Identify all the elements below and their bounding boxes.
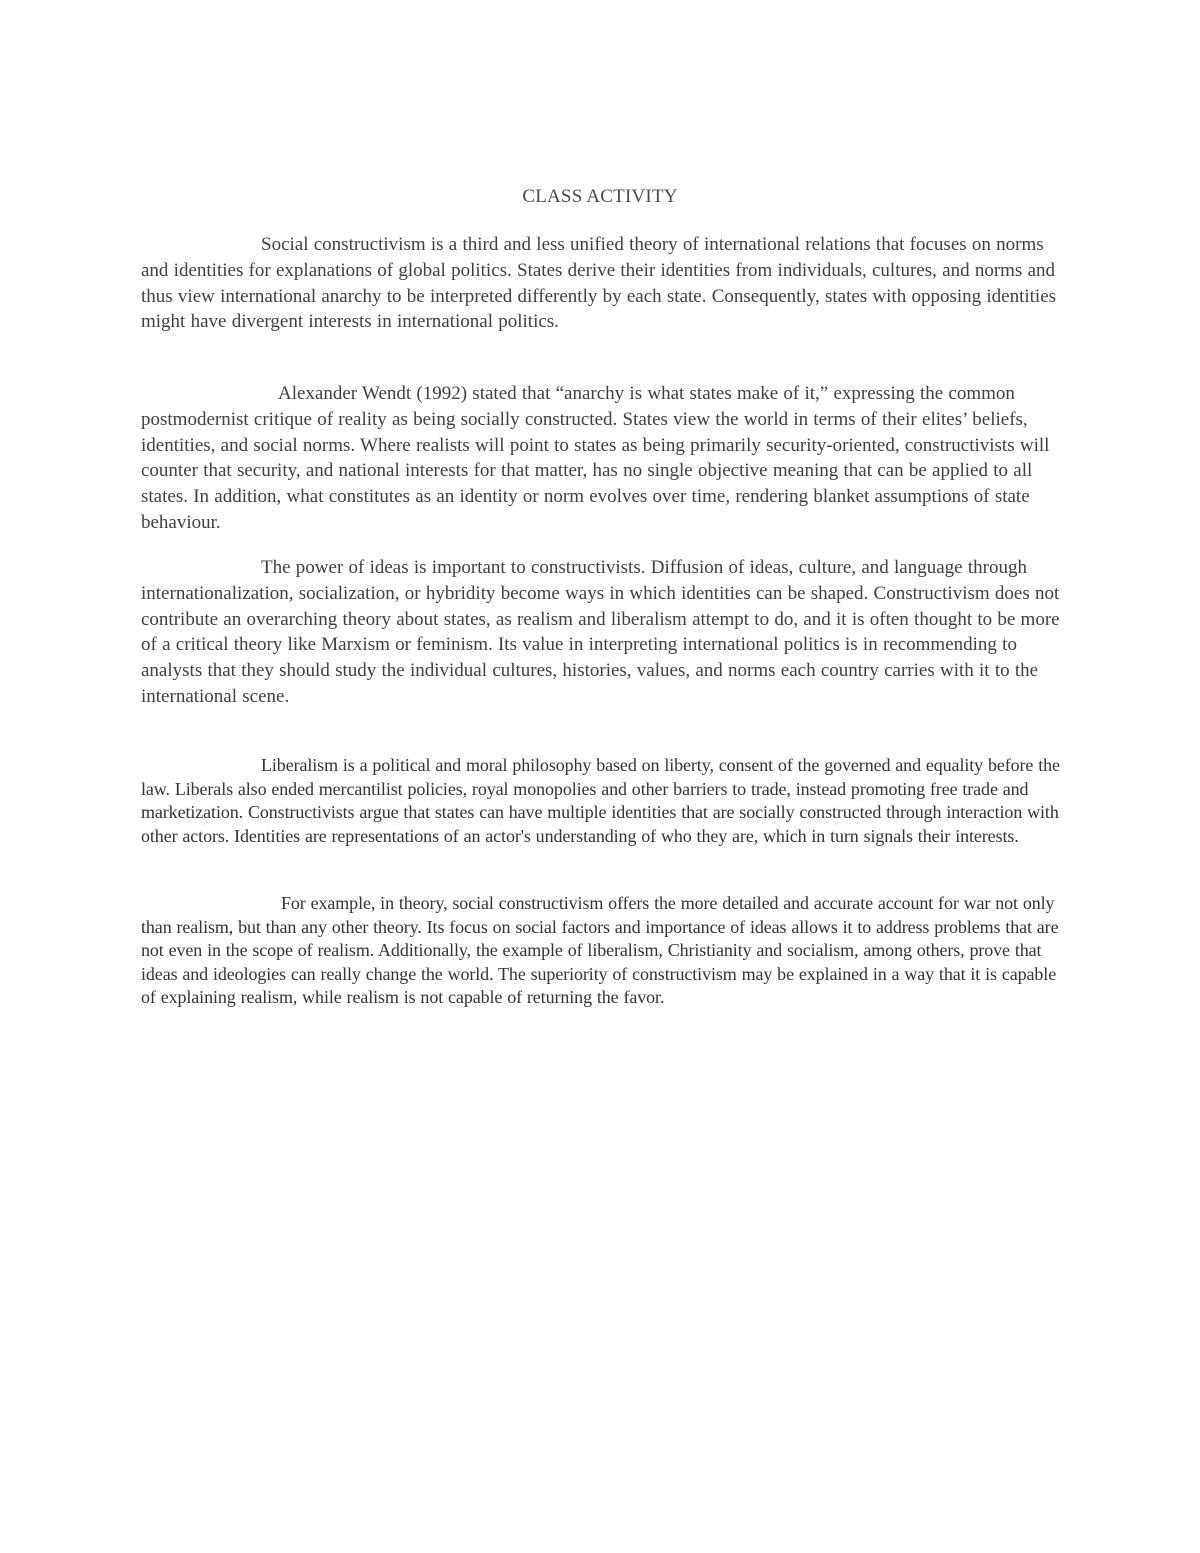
document-title: CLASS ACTIVITY (522, 186, 678, 207)
paragraph-example-theory: For example, in theory, social constructivism offers the more detailed and accurate account for war not only than realism, but than any other theory. Its focus on social factors and importance of ideas allows it to address problems that are not even in the scope of realism. Additionally, the example of liberalism, Christianity and socialism, among others, prove that ideas and ideologies can really change the world. The superiority of constructivism may be explained in a way that it is capable of explaining realism, while realism is not capable of returning the favor. (141, 893, 1059, 1008)
paragraph-social-constructivism: Social constructivism is a third and less unified theory of international relations that focuses on norms and identities for explanations of global politics. States derive their identities from individuals, cultures, and norms and thus view international anarchy to be interpreted differently by each state. Consequently, states with opposing identities might have divergent interests in international politics. (141, 234, 1057, 333)
paragraph-liberalism: Liberalism is a political and moral philosophy based on liberty, consent of the governed and equality before the law. Liberals also ended mercantilist policies, royal monopolies and other barriers to trade, instead promoting free trade and marketization. Constructivists argue that states can have multiple identities that are socially constructed through interaction with other actors. Identities are representations of an actor's understanding of who they are, which in turn signals their interests. (141, 755, 1060, 846)
paragraph-wendt-anarchy: Alexander Wendt (1992) stated that “anarchy is what states make of it,” expressing the common postmodernist critique of reality as being socially constructed. States view the world in terms of their elites’ beliefs, identities, and social norms. Where realists will point to states as being primarily security-oriented, constructivists will counter that security, and national interests for that matter, has no single objective meaning that can be applied to all states. In addition, what constitutes as an identity or norm evolves over time, rendering blanket assumptions of state behaviour. (141, 383, 1050, 533)
paragraph-power-of-ideas: The power of ideas is important to constructivists. Diffusion of ideas, culture, and language through internationalization, socialization, or hybridity become ways in which identities can be shaped. Constructivism does not contribute an overarching theory about states, as realism and liberalism attempt to do, and it is often thought to be more of a critical theory like Marxism or feminism. Its value in interpreting international politics is in recommending to analysts that they should study the individual cultures, histories, values, and norms each country carries with it to the international scene. (141, 557, 1060, 707)
